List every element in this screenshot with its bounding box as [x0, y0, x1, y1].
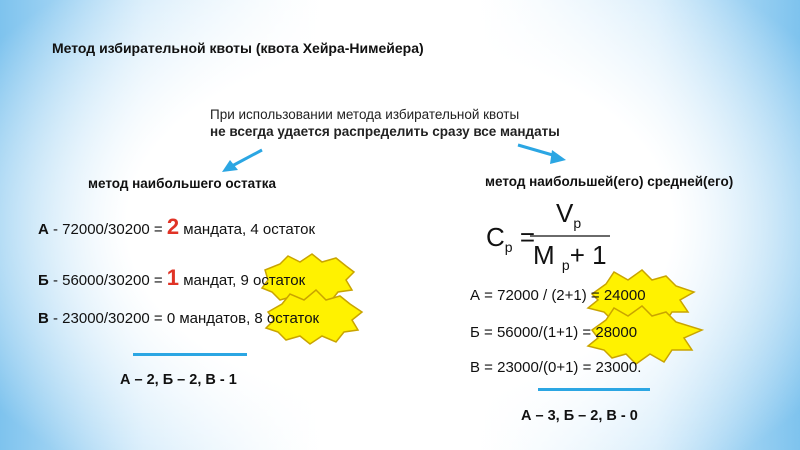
formula-numerator [556, 198, 581, 231]
right-row-a: А = 72000 / (2+1) = 24000 [470, 287, 646, 304]
left-row-v [38, 310, 319, 327]
formula-equals: = [519, 222, 535, 252]
party-label: Б [38, 272, 49, 289]
row-expression: - 23000/30200 = 0 мандатов, 8 остаток [48, 310, 320, 327]
formula-plus-one: + 1 [569, 240, 607, 270]
note-line-1: При использовании метода избирательной квоты [210, 107, 520, 122]
note-block [210, 106, 560, 140]
formula-c: C [486, 222, 505, 252]
left-heading: метод наибольшего остатка [88, 176, 276, 191]
formula-denominator [533, 240, 607, 273]
left-row-a [38, 214, 315, 240]
note-line-2: не всегда удается распределить сразу все мандаты [210, 124, 560, 139]
formula-lhs [486, 222, 535, 255]
seat-count: 1 [166, 265, 180, 290]
formula-c-sub: p [504, 239, 513, 256]
formula-m-sub: p [561, 257, 570, 274]
formula-v: V [556, 198, 574, 228]
page-title: Метод избирательной квоты (квота Хейра-Нимейера) [52, 40, 424, 56]
arrow-down-left-icon [222, 150, 262, 172]
arrow-down-right-icon [518, 145, 566, 164]
row-expression: - 72000/30200 = [48, 221, 167, 238]
right-divider [538, 388, 650, 391]
row-remainder: мандата, 4 остаток [179, 221, 316, 238]
right-heading: метод наибольшей(его) средней(его) [485, 174, 734, 189]
formula-v-sub: p [573, 215, 582, 232]
formula-m: M [533, 240, 555, 270]
row-expression: - 56000/30200 = [48, 272, 167, 289]
party-label: В [38, 310, 49, 327]
row-remainder: мандат, 9 остаток [179, 272, 306, 289]
right-row-v: В = 23000/(0+1) = 23000. [470, 359, 642, 376]
left-result: А – 2, Б – 2, В - 1 [120, 372, 237, 388]
right-result: А – 3, Б – 2, В - 0 [521, 408, 638, 424]
seat-count: 2 [166, 214, 180, 239]
left-divider [133, 353, 247, 356]
left-row-b [38, 265, 305, 291]
party-label: А [38, 221, 49, 238]
right-row-b: Б = 56000/(1+1) = 28000 [470, 324, 638, 341]
